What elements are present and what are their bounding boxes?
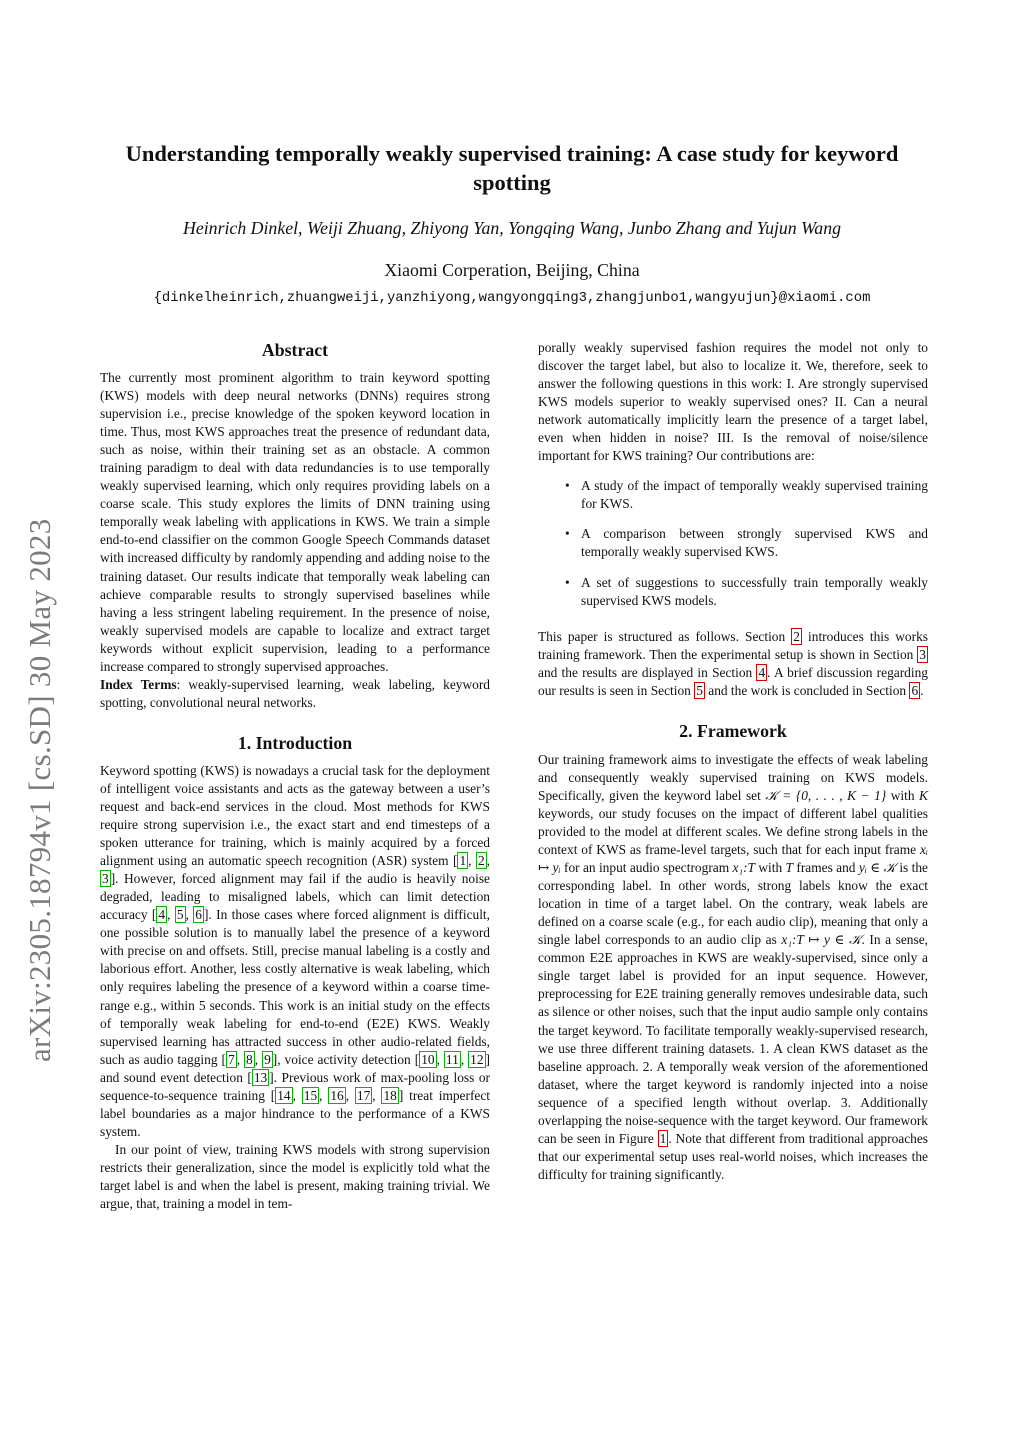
citation-link[interactable]: 8 xyxy=(246,1051,253,1067)
citation-link[interactable]: 5 xyxy=(176,907,184,923)
framework-text-7: is the corresponding label. In other words, strong labels know the exact location in time of a target label. On the contrary, weak labels are defined on a coarse scale (e.g., for each audio clip), meaning that only a single label corresponds to an audio clip as xyxy=(538,860,928,948)
index-terms-text: : weakly-supervised learning, weak labeling, keyword spotting, convolutional neural networks. xyxy=(100,676,490,710)
structure-text-c: and the results are displayed in Section xyxy=(538,664,757,680)
continued-paragraph: porally weakly supervised fashion requires the model not only to discover the target label, but also to localize it. We, therefore, seek to answer the following questions in this work: I. Are strongly supervised KWS models superior to weakly supervised ones? II. Can a neural network automatically implicitly learn the presence of a target label, even when hidden in noise? III. Is the removal of noise/silence important for KWS training? Our contributions are: xyxy=(538,340,928,464)
math-T: T xyxy=(785,860,793,876)
citation-link[interactable]: 13 xyxy=(253,1069,268,1085)
left-column xyxy=(100,339,490,1213)
contribution-list xyxy=(538,477,928,609)
framework-text-8: . In a sense, common E2E approaches in KWS are weakly-supervised, since only a single target label is provided for an input sequence. However, preprocessing for E2E training generally removes undesirable data, such as silence or other noises, such that the input audio sample only contains the target keyword. To facilitate temporally weakly-supervised research, we use three different training datasets. 1. A clean KWS dataset as the baseline approach. 2. A temporally weak version of the aforementioned dataset, where the target keyword is randomly injected into a noise sequence of a specified length without overlap. 3. Additionally overlapping the noise-sequence with the target keyword. Our framework can be seen in Figure xyxy=(538,932,928,1146)
structure-text-e: and the work is concluded in Section xyxy=(704,682,910,698)
citation-link[interactable]: 3 xyxy=(102,871,109,887)
citation-link[interactable]: 17 xyxy=(356,1087,371,1103)
math-clip-mapping: x₁:T ↦ y ∈ 𝒦 xyxy=(781,932,862,948)
figure-link[interactable]: 1 xyxy=(659,1130,667,1146)
framework-text-2: with xyxy=(886,787,920,803)
arxiv-identifier: arXiv:2305.18794v1 [cs.SD] 30 May 2023 xyxy=(22,518,57,1062)
framework-text-4: for an input audio spectrogram xyxy=(560,860,733,876)
intro-text-b: ]. However, forced alignment may fail if the audio is heavily noise degraded, leading to misaligned labels, which can limit detection accuracy [ xyxy=(100,871,490,923)
math-K: K xyxy=(919,787,928,803)
citation-link[interactable]: 18 xyxy=(383,1087,397,1103)
math-label-set: 𝒦 = {0, . . . , K − 1} xyxy=(765,787,887,803)
structure-text-a: This paper is structured as follows. Section xyxy=(538,628,792,644)
bullet-icon: • xyxy=(565,526,570,542)
section-link[interactable]: 5 xyxy=(696,682,703,698)
index-terms xyxy=(100,676,490,712)
math-frame-mapping: xᵢ ↦ yᵢ xyxy=(538,842,928,876)
intro-text-d: ], voice activity detection [ xyxy=(272,1051,420,1067)
structure-text-f: . xyxy=(920,682,924,698)
introduction-heading: 1. Introduction xyxy=(237,732,353,753)
intro-text-e: ] and sound event detection [ xyxy=(100,1051,490,1085)
section-link[interactable]: 2 xyxy=(793,628,800,644)
intro-text-f: ]. Previous work of max-pooling loss or sequence-to-sequence training [ xyxy=(100,1069,490,1103)
abstract-heading: Abstract xyxy=(261,340,329,360)
list-item xyxy=(538,574,928,610)
framework-text-1: Our training framework aims to investigate the effects of weak labeling and consequently weakly supervised training on KWS models. Specifically, given the keyword label set xyxy=(538,751,928,803)
abstract-text: The currently most prominent algorithm to train keyword spotting (KWS) models with deep neural networks (DNNs) requires strong supervision i.e., precise knowledge of the spoken keyword location in time. Thus, most KWS approaches treat the presence of redundant data, such as noise, within their training set as an obstacle. A common training paradigm to deal with data redundancies is to use temporally weakly supervised learning, which only requires providing labels on a coarse scale. This study explores the limits of DNN training using temporally weak labeling with applications in KWS. We train a simple end-to-end classifier on the common Google Speech Commands dataset with increased difficulty by randomly appending and adding noise to the training dataset. Our results indicate that temporally weak labeling can achieve comparable results to strongly supervised baselines while having a less stringent labeling requirement. In the presence of noise, weakly supervised models are capable to localize and extract target keywords without explicit supervision, leading to a performance increase compared to strongly supervised approaches. xyxy=(100,370,490,674)
citation-link[interactable]: 14 xyxy=(277,1087,291,1103)
framework-text-3: keywords, our study focuses on the impact of different label qualities provided to the model at different scales. We define strong labels in the context of KWS as frame-level targets, such that for each input frame xyxy=(538,805,928,858)
right-column xyxy=(538,339,928,1184)
intro-text-g: ] treat imperfect label boundaries as a major hindrance to the performance of a KWS system. xyxy=(100,1087,491,1139)
citation-link[interactable]: 12 xyxy=(470,1051,484,1067)
bullet-icon: • xyxy=(565,574,570,590)
citation-link[interactable]: 4 xyxy=(158,907,166,923)
affiliation: Xiaomi Corperation, Beijing, China xyxy=(384,260,640,280)
list-item xyxy=(538,477,928,513)
author-list: Heinrich Dinkel, Weiji Zhuang, Zhiyong Yan, Yongqing Wang, Junbo Zhang and Yujun Wang xyxy=(183,218,841,238)
citation-link[interactable]: 15 xyxy=(303,1087,318,1103)
framework-paragraph xyxy=(538,751,928,1184)
citation-link[interactable]: 1 xyxy=(459,853,467,869)
citation-link[interactable]: 10 xyxy=(421,1051,435,1067)
framework-text-6: frames and xyxy=(793,860,859,876)
citation-link[interactable]: 2 xyxy=(477,853,485,869)
contribution-text: A set of suggestions to successfully train temporally weakly supervised KWS models. xyxy=(581,574,928,608)
section-link[interactable]: 3 xyxy=(919,646,926,662)
structure-text-d: . A brief discussion regarding our results is seen in Section xyxy=(538,664,928,698)
section-link[interactable]: 4 xyxy=(758,664,766,680)
paper-title: Understanding temporally weakly supervised training: A case study for keyword spotting xyxy=(125,141,899,195)
intro-text-c: ]. In those cases where forced alignment is difficult, one possible solution is to manually label the presence of a keyword with precise on and offsets. Still, precise manual labeling is a costly and laborious effort. Another, less costly alternative is weak labeling, which only requires labeling the presence of a keyword within a coarse time-range e.g., within 5 seconds. This work is an initial study on the effects of temporally weak labeling for end-to-end (E2E) KWS. Weakly supervised learning has attracted success in other audio-related fields, such as audio tagging [ xyxy=(100,907,491,1067)
citation-link[interactable]: 7 xyxy=(228,1051,235,1067)
math-spectrogram: x₁:T xyxy=(732,860,756,876)
section-link[interactable]: 6 xyxy=(911,682,919,698)
author-emails xyxy=(60,289,964,306)
paper-structure-paragraph xyxy=(538,628,928,700)
intro-text-a: Keyword spotting (KWS) is nowadays a crucial task for the deployment of intelligent voice assistants and acts as the gateway between a user’s request and back-end services in the cloud. Most methods for KWS require strong supervision i.e., the exact start and end timesteps of a spoken utterance for training, which is mainly acquired by a forced alignment using an automatic speech recognition (ASR) system [ xyxy=(100,762,490,869)
contribution-text: A study of the impact of temporally weakly supervised training for KWS. xyxy=(581,478,928,512)
framework-text-5: with xyxy=(755,860,786,876)
contribution-text: A comparison between strongly supervised KWS and temporally weakly supervised KWS. xyxy=(581,526,928,560)
citation-link[interactable]: 9 xyxy=(264,1051,271,1067)
list-item xyxy=(538,525,928,561)
framework-heading: 2. Framework xyxy=(679,720,787,741)
introduction-paragraph-1: Keyword spotting (KWS) is nowadays a crucial task for the deployment of intelligent voice assistants and acts as the gateway between a user’s request and back-end services in the cloud. Most methods for KWS require strong supervision i.e., the exact start and end timesteps of a spoken utterance for training, which is mainly acquired by a forced alignment using an automatic speech recognition (ASR) system [ 1 , 2 , 3 ]. However, forced alignment may fail if the audio is heavily noise degraded, leading to misaligned labels, which can limit detection accuracy [ 4 , 5 , 6 ]. In those cases where forced alignment is difficult, one possible solution is to manually label the presence of a keyword with precise on and offsets. Still, precise manual labeling is a costly and laborious effort. Another, less costly alternative is weak labeling, which only requires labeling the presence of a keyword within a coarse time-range e.g., within 5 seconds. This work is an initial study on the effects of temporally weak labeling for end-to-end (E2E) KWS. Weakly supervised learning has attracted success in other audio-related fields, such as audio tagging [ 7 , 8 , 9 ], voice activity detection [ 10 , 11 , 12 ] and sound event detection [ 13 ]. Previous work of max-pooling loss or sequence-to-sequence training [ 14 , 15 , 16 , 17 , 18 ] treat imperfect label boundaries as a major hindrance to the performance of a KWS system. xyxy=(100,762,491,1139)
citation-link[interactable]: 11 xyxy=(445,1051,459,1067)
citation-link[interactable]: 16 xyxy=(330,1087,344,1103)
introduction-paragraph-2: In our point of view, training KWS models with strong supervision restricts their generalization, since the model is explicitly told what the target label is and when the label is present, making training trivial. We argue, that, training a model in tem- xyxy=(100,1141,490,1212)
email-text: {dinkelheinrich,zhuangweiji,yanzhiyong,wangyongqing3,zhangjunbo1,wangyujun}@xiaomi.com xyxy=(153,290,871,306)
structure-text-b: introduces this works training framework. Then the experimental setup is shown in Section xyxy=(538,628,928,662)
citation-link[interactable]: 6 xyxy=(195,907,202,923)
framework-text-9: . Note that different from traditional approaches that our experimental setup uses real-world noises, which increases the difficulty for training significantly. xyxy=(538,1130,928,1182)
index-terms-label: Index Terms xyxy=(100,676,177,692)
bullet-icon: • xyxy=(565,478,570,494)
math-label-membership: yᵢ ∈ 𝒦 xyxy=(858,860,896,876)
